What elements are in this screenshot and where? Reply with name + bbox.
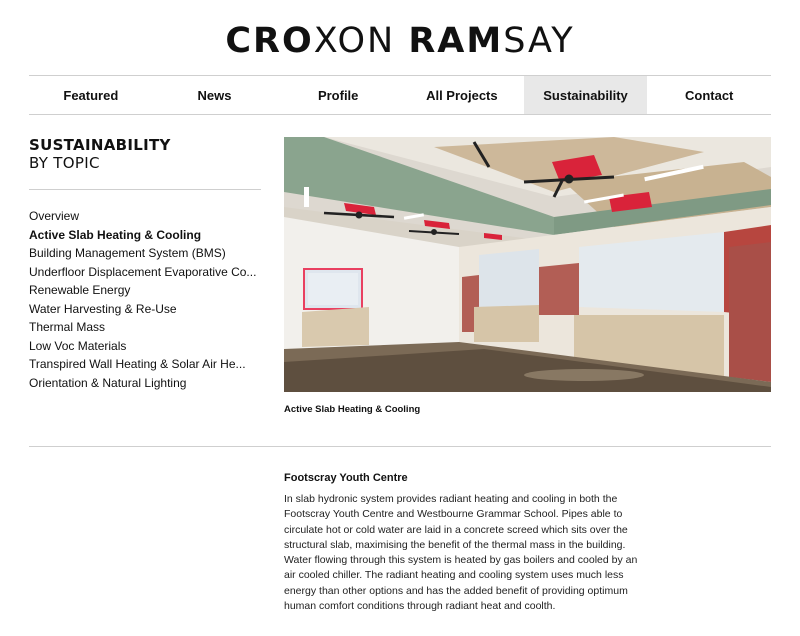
article-body: In slab hydronic system provides radiant heating and cooling in both the Footscray Youth Centre and Westbourne Grammar School. Pipes able to circulate hot or cold water are laid in a concrete screed which sits over the structural slab, maximising the benefit of the thermal mass in the building. Water flowing through this system is heated by gas boilers and cooled by an air cooled chiller. The radiant heating and cooling system uses much less energy than other options and has the added benefit of providing optimum human comfort conditions through radiant heat and coolth. (284, 493, 638, 613)
logo-text-light-1: XON (313, 21, 409, 61)
project-photo (284, 137, 771, 392)
topic-list (29, 207, 261, 392)
nav-sustainability[interactable]: Sustainability (524, 76, 648, 114)
topic-water-harvesting[interactable]: Water Harvesting & Re-Use (29, 301, 177, 316)
topic-overview[interactable]: Overview (29, 209, 80, 223)
topic-renewable-energy[interactable]: Renewable Energy (29, 283, 131, 297)
content-divider (29, 446, 771, 447)
site-logo[interactable] (0, 20, 800, 62)
nav-all-projects[interactable]: All Projects (426, 87, 498, 103)
nav-contact[interactable]: Contact (685, 87, 734, 103)
nav-profile[interactable]: Profile (317, 87, 359, 103)
logo-text-bold-2: RAM (408, 21, 504, 61)
article-title: Footscray Youth Centre (284, 472, 408, 484)
logo-text-bold-1: CRO (225, 21, 314, 61)
logo-text-light-2: SAY (503, 21, 575, 61)
topic-low-voc[interactable]: Low Voc Materials (29, 338, 127, 353)
topic-thermal-mass[interactable]: Thermal Mass (29, 320, 106, 334)
nav-news[interactable]: News (197, 87, 232, 103)
sidebar-divider (29, 189, 261, 190)
section-subtitle: BY TOPIC (29, 154, 100, 172)
main-navigation (29, 75, 771, 115)
topic-bms[interactable]: Building Management System (BMS) (29, 246, 226, 260)
topic-transpired-wall[interactable]: Transpired Wall Heating & Solar Air He... (29, 357, 246, 371)
section-title: SUSTAINABILITY (29, 136, 171, 154)
topic-orientation[interactable]: Orientation & Natural Lighting (29, 375, 187, 390)
nav-featured[interactable]: Featured (63, 87, 119, 103)
photo-caption: Active Slab Heating & Cooling (284, 404, 421, 415)
topic-underfloor[interactable]: Underfloor Displacement Evaporative Co... (29, 264, 257, 279)
topic-active-slab[interactable]: Active Slab Heating & Cooling (29, 227, 202, 242)
